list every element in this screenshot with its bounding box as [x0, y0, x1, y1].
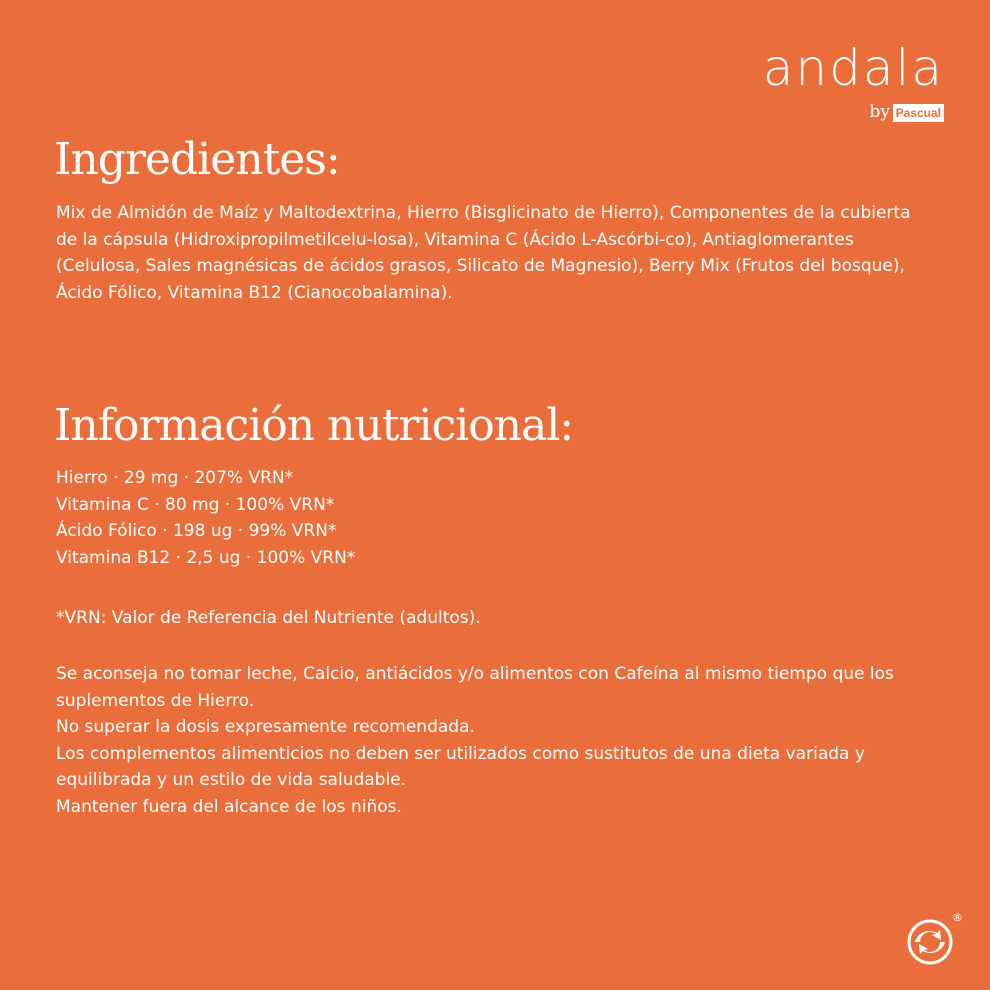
- warnings: [56, 661, 936, 820]
- nutrition-item: Vitamina C · 80 mg · 100% VRN*: [56, 494, 335, 515]
- brand-logo: [744, 38, 944, 128]
- brand-by: by: [869, 102, 890, 122]
- vrn-note: *VRN: Valor de Referencia del Nutriente (adultos).: [56, 608, 481, 628]
- warning-item: Se aconseja no tomar leche, Calcio, antiácidos y/o alimentos con Cafeína al mismo tiempo que los suplementos de Hierro.: [56, 664, 894, 711]
- nutrition-item: Hierro · 29 mg · 207% VRN*: [56, 468, 294, 488]
- warning-item: Los complementos alimenticios no deben ser utilizados como sustitutos de una dieta variada y equilibrada y un estilo de vida saludable.: [56, 743, 865, 790]
- warning-item: Mantener fuera del alcance de los niños.: [56, 796, 402, 817]
- green-dot-recycle-icon: [906, 908, 966, 968]
- warning-item: No superar la dosis expresamente recomendada.: [56, 717, 475, 737]
- brand-name: andala: [762, 39, 944, 97]
- nutrition-item: Ácido Fólico · 198 ug · 99% VRN*: [56, 521, 337, 541]
- ingredients-text: Mix de Almidón de Maíz y Maltodextrina, Hierro (Bisglicinato de Hierro), Componentes de la cubierta de la cápsula (Hidroxipropilmetilcelu-losa), Vitamina C (Ácido L-Ascórbi-co), Antiaglomerantes (Celulosa, Sales magnésicas de ácidos grasos, Silicato de Magnesio), Berry Mix (Frutos del bosque), Ácido Fólico, Vitamina B12 (Cianocobalamina).: [56, 203, 911, 303]
- nutrition-item: Vitamina B12 · 2,5 ug · 100% VRN*: [56, 547, 356, 568]
- nutrition-title: Información nutricional:: [54, 400, 574, 451]
- partner-badge: Pascual: [893, 104, 944, 122]
- registered-mark: ®: [952, 911, 963, 924]
- ingredients-title: Ingredientes:: [54, 134, 340, 185]
- nutrition-list: [56, 465, 936, 571]
